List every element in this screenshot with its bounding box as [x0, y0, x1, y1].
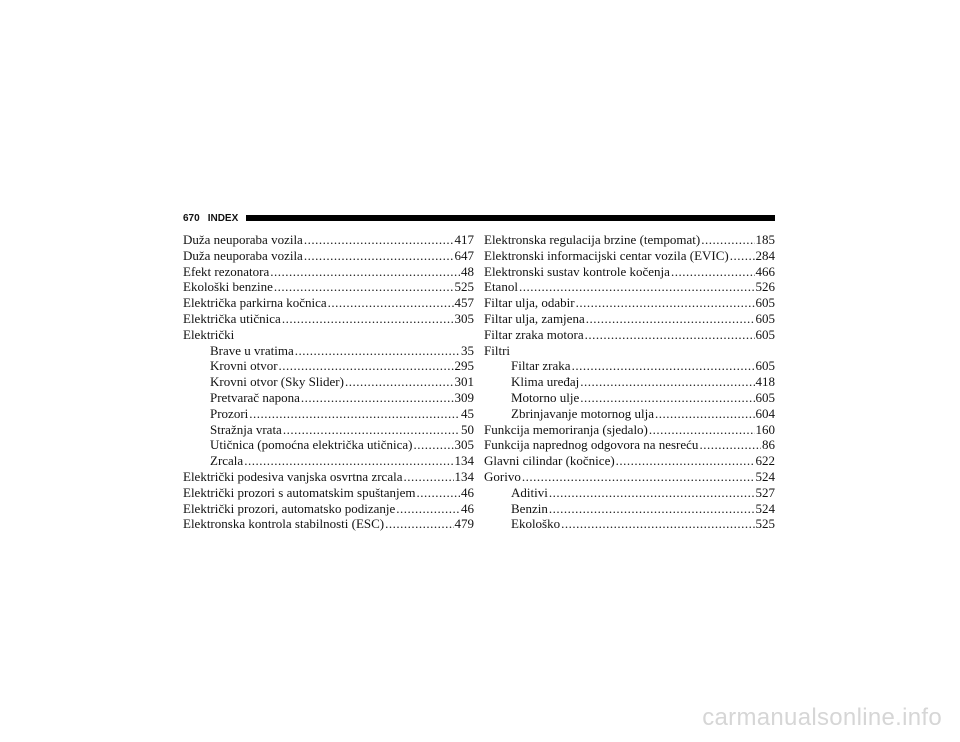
- dot-leader: [730, 248, 755, 264]
- entry-label: Elektronska regulacija brzine (tempomat): [484, 232, 701, 247]
- dot-leader: [249, 406, 460, 422]
- entry-label: Filtar zraka: [511, 358, 571, 374]
- entry-page-number: 50: [461, 421, 474, 437]
- entry-label: Filtar ulja, zamjena: [484, 310, 585, 326]
- entry-page-number: 45: [461, 405, 474, 421]
- entry-label: Električki: [183, 326, 235, 342]
- index-entry: [484, 279, 775, 295]
- entry-label: Filtar zraka motora: [484, 326, 584, 342]
- entry-page-number: 647: [454, 247, 474, 263]
- entry-page-number: 527: [755, 484, 775, 500]
- index-subentry: [183, 358, 474, 374]
- entry-page-number: 466: [755, 263, 775, 279]
- entry-page-number: 160: [755, 421, 775, 437]
- entry-page-number: 605: [755, 389, 775, 405]
- entry-label: Krovni otvor: [210, 358, 278, 374]
- index-entry: [183, 501, 474, 517]
- entry-page-number: 524: [755, 500, 775, 516]
- index-subentry: [183, 343, 474, 359]
- index-entry: [484, 327, 775, 343]
- entry-label: Elektronski informacijski centar vozila (EVIC): [484, 247, 729, 263]
- entry-label: Motorno ulje: [511, 389, 580, 405]
- entry-label: Elektronski sustav kontrole kočenja: [484, 263, 670, 279]
- entry-label: Električka utičnica: [183, 310, 281, 326]
- index-entry: [484, 232, 775, 248]
- entry-label: Funkcija memoriranja (sjedalo): [484, 421, 648, 437]
- entry-label: Etanol: [484, 279, 518, 295]
- index-entry: [484, 311, 775, 327]
- dot-leader: [244, 453, 453, 469]
- entry-label: Filtri: [484, 342, 511, 358]
- index-subentry: [484, 390, 775, 406]
- index-subentry: [484, 485, 775, 501]
- index-subentry: [484, 516, 775, 532]
- dot-leader: [580, 390, 754, 406]
- dot-leader: [270, 264, 460, 280]
- entry-page-number: 479: [454, 516, 474, 532]
- dot-leader: [585, 327, 755, 343]
- index-subentry: [183, 406, 474, 422]
- index-entry: [484, 343, 775, 359]
- dot-leader: [403, 469, 453, 485]
- dot-leader: [385, 516, 453, 532]
- dot-leader: [282, 311, 454, 327]
- dot-leader: [580, 374, 754, 390]
- header-rule: [246, 215, 775, 221]
- index-entry: [484, 437, 775, 453]
- dot-leader: [295, 343, 460, 359]
- entry-page-number: 305: [454, 437, 474, 453]
- dot-leader: [417, 485, 460, 501]
- index-subentry: [183, 374, 474, 390]
- dot-leader: [413, 437, 453, 453]
- dot-leader: [279, 358, 454, 374]
- entry-page-number: 185: [755, 232, 775, 247]
- entry-page-number: 418: [755, 374, 775, 390]
- dot-leader: [561, 516, 754, 532]
- entry-label: Glavni cilindar (kočnice): [484, 453, 615, 469]
- entry-label: Ekološko: [511, 516, 561, 532]
- entry-page-number: 134: [454, 468, 474, 484]
- entry-page-number: 605: [755, 326, 775, 342]
- entry-label: Prozori: [210, 405, 249, 421]
- entry-label: Gorivo: [484, 468, 521, 484]
- index-subentry: [484, 406, 775, 422]
- index-entry: [183, 264, 474, 280]
- entry-label: Duža neuporaba vozila: [183, 232, 303, 247]
- entry-label: Zrcala: [210, 453, 244, 469]
- dot-leader: [616, 453, 755, 469]
- index-subentry: [183, 422, 474, 438]
- dot-leader: [304, 232, 454, 248]
- index-entry: [183, 469, 474, 485]
- index-entry: [484, 469, 775, 485]
- entry-label: Brave u vratima: [210, 342, 294, 358]
- entry-label: Električki prozori s automatskim spuštanjem: [183, 484, 416, 500]
- index-entry: [183, 295, 474, 311]
- dot-leader: [301, 390, 454, 406]
- dot-leader: [519, 279, 755, 295]
- entry-page-number: 46: [461, 500, 474, 516]
- entry-page-number: 301: [454, 374, 474, 390]
- entry-page-number: 525: [755, 516, 775, 532]
- index-entry: [183, 516, 474, 532]
- dot-leader: [649, 422, 755, 438]
- index-subentry: [183, 390, 474, 406]
- entry-page-number: 622: [755, 453, 775, 469]
- index-entry: [183, 485, 474, 501]
- dot-leader: [586, 311, 755, 327]
- page-number: 670: [183, 212, 200, 224]
- index-subentry: [183, 437, 474, 453]
- index-column-left: [183, 232, 474, 532]
- entry-label: Benzin: [511, 500, 548, 516]
- dot-leader: [328, 295, 454, 311]
- entry-page-number: 604: [755, 405, 775, 421]
- dot-leader: [549, 485, 755, 501]
- index-entry: [183, 232, 474, 248]
- entry-label: Pretvarač napona: [210, 389, 300, 405]
- entry-label: Električki prozori, automatsko podizanje: [183, 500, 396, 516]
- dot-leader: [701, 232, 754, 248]
- dot-leader: [655, 406, 755, 422]
- entry-page-number: 46: [461, 484, 474, 500]
- entry-page-number: 86: [762, 437, 775, 453]
- dot-leader: [572, 358, 755, 374]
- entry-label: Efekt rezonatora: [183, 263, 270, 279]
- entry-page-number: 605: [755, 310, 775, 326]
- dot-leader: [549, 501, 755, 517]
- entry-label: Ekološki benzine: [183, 279, 273, 295]
- page-header: [183, 211, 775, 225]
- entry-label: Krovni otvor (Sky Slider): [210, 374, 344, 390]
- index-entry: [183, 279, 474, 295]
- dot-leader: [699, 437, 761, 453]
- index-column-right: [484, 232, 775, 532]
- dot-leader: [304, 248, 454, 264]
- entry-label: Stražnja vrata: [210, 421, 282, 437]
- entry-page-number: 524: [755, 468, 775, 484]
- entry-page-number: 525: [454, 279, 474, 295]
- watermark: carmanualsonline.info: [702, 704, 942, 731]
- entry-page-number: 526: [755, 279, 775, 295]
- entry-page-number: 309: [454, 389, 474, 405]
- entry-label: Zbrinjavanje motornog ulja: [511, 405, 654, 421]
- dot-leader: [396, 501, 460, 517]
- index-entry: [484, 264, 775, 280]
- index-entry: [484, 453, 775, 469]
- entry-label: Funkcija naprednog odgovora na nesreću: [484, 437, 699, 453]
- index-subentry: [484, 358, 775, 374]
- entry-page-number: 134: [454, 453, 474, 469]
- dot-leader: [345, 374, 454, 390]
- index-entry: [484, 422, 775, 438]
- entry-label: Električka parkirna kočnica: [183, 295, 327, 311]
- index-entry: [183, 327, 474, 343]
- entry-label: Električki podesiva vanjska osvrtna zrcala: [183, 468, 403, 484]
- index-entry: [183, 311, 474, 327]
- entry-label: Aditivi: [511, 484, 548, 500]
- dot-leader: [576, 295, 755, 311]
- index-entry: [484, 248, 775, 264]
- entry-label: Utičnica (pomoćna električka utičnica): [210, 437, 413, 453]
- section-title: INDEX: [207, 212, 239, 224]
- index-entry: [183, 248, 474, 264]
- entry-page-number: 295: [454, 358, 474, 374]
- dot-leader: [522, 469, 755, 485]
- entry-page-number: 48: [461, 263, 474, 279]
- entry-label: Elektronska kontrola stabilnosti (ESC): [183, 516, 385, 532]
- entry-label: Klima uređaj: [511, 374, 580, 390]
- index-subentry: [183, 453, 474, 469]
- entry-page-number: 605: [755, 358, 775, 374]
- index-entry: [484, 295, 775, 311]
- entry-label: Duža neuporaba vozila: [183, 247, 303, 263]
- dot-leader: [274, 279, 454, 295]
- entry-page-number: 284: [755, 247, 775, 263]
- index-subentry: [484, 374, 775, 390]
- entry-page-number: 305: [454, 310, 474, 326]
- index-subentry: [484, 501, 775, 517]
- dot-leader: [283, 422, 460, 438]
- entry-label: Filtar ulja, odabir: [484, 295, 575, 311]
- entry-page-number: 35: [461, 342, 474, 358]
- dot-leader: [671, 264, 755, 280]
- entry-page-number: 417: [454, 232, 474, 247]
- entry-page-number: 605: [755, 295, 775, 311]
- entry-page-number: 457: [454, 295, 474, 311]
